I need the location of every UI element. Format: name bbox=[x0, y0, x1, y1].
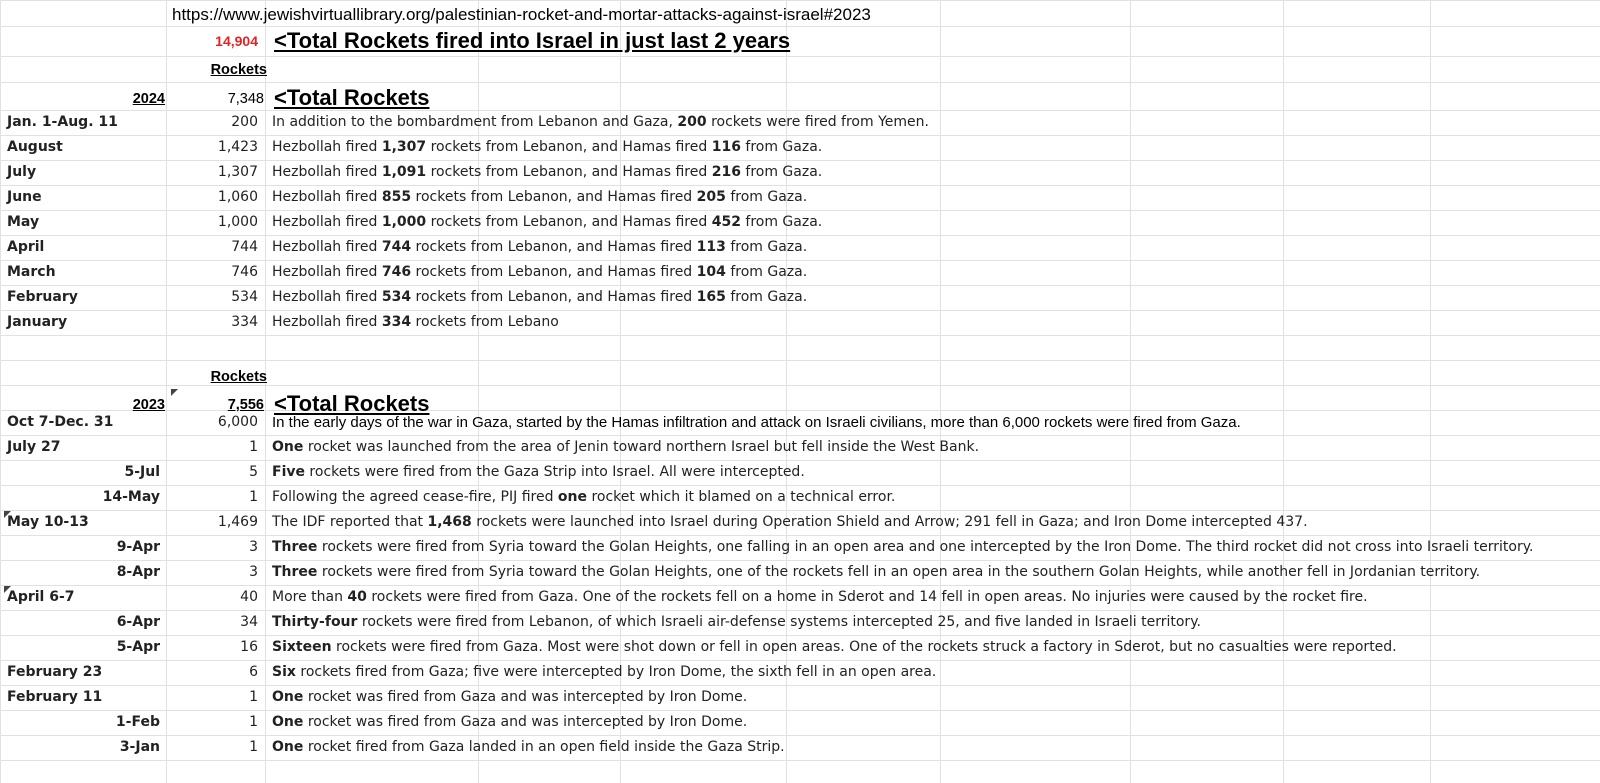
date-cell[interactable]: April bbox=[7, 239, 45, 255]
description-text: rockets fired from Gaza; five were intercepted by Iron Dome, the sixth fell in an open area. bbox=[295, 664, 937, 680]
description-bold-text: 113 bbox=[696, 239, 726, 255]
description-bold-text: Six bbox=[272, 664, 296, 680]
date-cell[interactable]: April 6-7 bbox=[7, 589, 75, 605]
description-cell[interactable] bbox=[272, 285, 807, 310]
date-cell[interactable]: 14-May bbox=[102, 489, 160, 505]
total-2023-label[interactable]: <Total Rockets bbox=[274, 391, 430, 416]
grand-total-label[interactable]: <Total Rockets fired into Israel in just last 2 years bbox=[274, 28, 791, 53]
description-bold-text: 534 bbox=[381, 289, 412, 305]
grid-row-line bbox=[0, 0, 1600, 1]
description-cell[interactable] bbox=[272, 660, 936, 685]
description-text: Hezbollah fired bbox=[272, 214, 382, 230]
description-text: Hezbollah fired bbox=[272, 314, 382, 330]
description-cell[interactable] bbox=[272, 260, 807, 285]
table-row[interactable] bbox=[0, 210, 1600, 235]
rockets-count-cell[interactable]: 744 bbox=[231, 239, 258, 255]
grid-row-line bbox=[0, 360, 1600, 361]
description-cell[interactable] bbox=[272, 210, 822, 235]
year-2023-cell[interactable]: 2023 bbox=[132, 397, 165, 413]
description-text: In addition to the bombardment from Lebanon and Gaza, bbox=[272, 114, 678, 130]
rockets-count-cell[interactable]: 534 bbox=[231, 289, 258, 305]
description-cell[interactable] bbox=[272, 585, 1368, 610]
description-cell[interactable] bbox=[272, 135, 822, 160]
description-text: Hezbollah fired bbox=[272, 139, 382, 155]
description-text: from Gaza. bbox=[725, 189, 808, 205]
description-cell[interactable] bbox=[272, 560, 1480, 585]
description-text: rocket was fired from Gaza and was intercepted by Iron Dome. bbox=[303, 714, 748, 730]
table-row[interactable] bbox=[0, 310, 1600, 335]
table-row[interactable] bbox=[0, 535, 1600, 560]
description-cell[interactable] bbox=[272, 185, 807, 210]
description-text: Following the agreed cease-fire, PIJ fired bbox=[272, 489, 558, 505]
date-cell[interactable]: 5-Jul bbox=[124, 464, 160, 480]
rockets-count-cell[interactable]: 200 bbox=[231, 114, 258, 130]
description-text: In the early days of the war in Gaza, started by the Hamas infiltration and attack on Israeli civilians, more than 6,000 rockets were fired from Gaza. bbox=[272, 414, 1241, 431]
date-cell[interactable]: Oct 7-Dec. 31 bbox=[7, 414, 114, 430]
rockets-count-cell[interactable]: 746 bbox=[231, 264, 258, 280]
total-2023-value[interactable]: 7,556 bbox=[227, 397, 264, 413]
rockets-count-cell[interactable]: 1 bbox=[249, 689, 258, 705]
description-cell[interactable] bbox=[272, 160, 822, 185]
description-text: rockets from Lebanon, and Hamas fired bbox=[411, 264, 697, 280]
date-cell[interactable]: 1-Feb bbox=[115, 714, 160, 730]
description-cell[interactable] bbox=[272, 485, 895, 510]
table-row[interactable] bbox=[0, 635, 1600, 660]
description-bold-text: 104 bbox=[696, 264, 726, 280]
date-cell[interactable]: June bbox=[7, 189, 42, 205]
table-row[interactable] bbox=[0, 585, 1600, 610]
description-bold-text: 205 bbox=[696, 189, 726, 205]
row-grand-total[interactable] bbox=[0, 27, 1600, 55]
row-2024-col-header[interactable] bbox=[0, 58, 1600, 83]
rockets-count-cell[interactable]: 1 bbox=[249, 714, 258, 730]
table-row[interactable] bbox=[0, 485, 1600, 510]
description-bold-text: Three bbox=[272, 564, 318, 580]
description-bold-text: 334 bbox=[381, 314, 412, 330]
description-text: rockets from Lebanon, and Hamas fired bbox=[426, 214, 712, 230]
description-text: from Gaza. bbox=[740, 214, 823, 230]
rockets-column-header-2024[interactable]: Rockets bbox=[210, 62, 267, 78]
rockets-count-cell[interactable]: 1,423 bbox=[217, 139, 258, 155]
description-text: Hezbollah fired bbox=[272, 264, 382, 280]
description-cell[interactable] bbox=[272, 610, 1201, 635]
table-row[interactable] bbox=[0, 135, 1600, 160]
description-bold-text: 855 bbox=[381, 189, 412, 205]
description-bold-text: One bbox=[272, 689, 304, 705]
rockets-count-cell[interactable]: 6 bbox=[249, 664, 258, 680]
description-cell[interactable] bbox=[272, 435, 979, 460]
rockets-count-cell[interactable]: 1,000 bbox=[217, 214, 258, 230]
row-2023-col-header[interactable] bbox=[0, 365, 1600, 390]
description-cell[interactable] bbox=[272, 710, 747, 735]
description-bold-text: 452 bbox=[711, 214, 741, 230]
description-bold-text: One bbox=[272, 714, 304, 730]
date-cell[interactable]: May 10-13 bbox=[7, 514, 89, 530]
date-cell[interactable]: August bbox=[7, 139, 63, 155]
rockets-count-cell[interactable]: 1,060 bbox=[217, 189, 258, 205]
grid-row-line bbox=[0, 760, 1600, 761]
source-url-cell[interactable]: https://www.jewishvirtuallibrary.org/palestinian-rocket-and-mortar-attacks-against-israel#2023 bbox=[172, 5, 871, 24]
row-2024-total[interactable] bbox=[0, 84, 1600, 112]
rockets-count-cell[interactable]: 1 bbox=[249, 439, 258, 455]
description-bold-text: 40 bbox=[347, 589, 367, 605]
date-cell[interactable]: March bbox=[7, 264, 56, 280]
rockets-count-cell[interactable]: 1 bbox=[249, 739, 258, 755]
year-2024-cell[interactable]: 2024 bbox=[132, 91, 165, 107]
description-bold-text: Three bbox=[272, 539, 318, 555]
description-text: rockets were fired from Syria toward the Golan Heights, one falling in an open area and one intercepted by the Iron Dome. The third rocket did not cross into Israeli territory. bbox=[317, 539, 1534, 555]
description-bold-text: 746 bbox=[381, 264, 412, 280]
description-bold-text: Thirty-four bbox=[272, 614, 358, 630]
description-text: from Gaza. bbox=[725, 289, 808, 305]
rockets-count-cell[interactable]: 5 bbox=[249, 464, 258, 480]
description-cell[interactable] bbox=[272, 410, 1241, 435]
table-row[interactable] bbox=[0, 235, 1600, 260]
description-text: rockets from Lebanon, and Hamas fired bbox=[426, 139, 712, 155]
description-bold-text: 116 bbox=[711, 139, 741, 155]
description-bold-text: 1,091 bbox=[381, 164, 427, 180]
description-text: rocket which it blamed on a technical error. bbox=[587, 489, 896, 505]
description-text: from Gaza. bbox=[740, 139, 823, 155]
table-row[interactable] bbox=[0, 410, 1600, 435]
rockets-count-cell[interactable]: 334 bbox=[231, 314, 258, 330]
description-text: rockets from Lebanon, and Hamas fired bbox=[411, 239, 697, 255]
date-cell[interactable]: February 23 bbox=[7, 664, 103, 680]
description-text: rockets from Lebanon, and Hamas fired bbox=[411, 189, 697, 205]
rockets-count-cell[interactable]: 34 bbox=[240, 614, 258, 630]
table-row[interactable] bbox=[0, 560, 1600, 585]
date-cell[interactable]: January bbox=[7, 314, 68, 330]
description-bold-text: 165 bbox=[696, 289, 726, 305]
rockets-count-cell[interactable]: 1,469 bbox=[217, 514, 258, 530]
description-cell[interactable] bbox=[272, 460, 805, 485]
description-cell[interactable] bbox=[272, 235, 807, 260]
description-text: rockets were fired from Gaza. One of the rockets fell on a home in Sderot and 14 fell in open areas. No injuries were caused by the rocket fire. bbox=[366, 589, 1368, 605]
description-bold-text: One bbox=[272, 739, 304, 755]
table-row[interactable] bbox=[0, 710, 1600, 735]
table-row[interactable] bbox=[0, 110, 1600, 135]
date-cell[interactable]: Jan. 1-Aug. 11 bbox=[7, 114, 118, 130]
rockets-count-cell[interactable]: 1 bbox=[249, 489, 258, 505]
table-row[interactable] bbox=[0, 160, 1600, 185]
rockets-count-cell[interactable]: 3 bbox=[249, 564, 258, 580]
description-bold-text: one bbox=[557, 489, 588, 505]
total-2024-value[interactable]: 7,348 bbox=[227, 91, 264, 107]
description-bold-text: 1,000 bbox=[381, 214, 427, 230]
description-text: More than bbox=[272, 589, 348, 605]
description-bold-text: One bbox=[272, 439, 304, 455]
description-cell[interactable] bbox=[272, 310, 559, 335]
table-row[interactable] bbox=[0, 610, 1600, 635]
description-text: rockets were fired from Lebanon, of which Israeli air-defense systems intercepted 25, and five landed in Israeli territory. bbox=[357, 614, 1201, 630]
total-2024-label[interactable]: <Total Rockets bbox=[274, 85, 430, 110]
description-text: The IDF reported that bbox=[272, 514, 428, 530]
table-row[interactable] bbox=[0, 285, 1600, 310]
rockets-count-cell[interactable]: 3 bbox=[249, 539, 258, 555]
grid-row-line bbox=[0, 335, 1600, 336]
table-row[interactable] bbox=[0, 510, 1600, 535]
description-text: from Gaza. bbox=[725, 264, 808, 280]
table-row[interactable] bbox=[0, 435, 1600, 460]
description-text: from Gaza. bbox=[740, 164, 823, 180]
description-text: rockets from Lebano bbox=[411, 314, 559, 330]
description-text: rockets from Lebanon, and Hamas fired bbox=[411, 289, 697, 305]
date-cell[interactable]: July bbox=[7, 164, 37, 180]
description-bold-text: Five bbox=[272, 464, 305, 480]
description-bold-text: 216 bbox=[711, 164, 741, 180]
row-url[interactable] bbox=[0, 2, 1600, 27]
date-cell[interactable]: February 11 bbox=[7, 689, 103, 705]
rockets-count-cell[interactable]: 1,307 bbox=[217, 164, 258, 180]
description-cell[interactable] bbox=[272, 735, 785, 760]
grand-total-value[interactable]: 14,904 bbox=[215, 33, 258, 49]
description-text: rockets were fired from the Gaza Strip into Israel. All were intercepted. bbox=[304, 464, 805, 480]
description-text: Hezbollah fired bbox=[272, 239, 382, 255]
description-bold-text: Sixteen bbox=[272, 639, 332, 655]
description-cell[interactable] bbox=[272, 510, 1308, 535]
description-text: rockets were fired from Syria toward the Golan Heights, one of the rockets fell in an open area in the southern Golan Heights, while another fell in Jordanian territory. bbox=[317, 564, 1481, 580]
description-text: rocket was fired from Gaza and was intercepted by Iron Dome. bbox=[303, 689, 748, 705]
description-text: rockets were fired from Yemen. bbox=[706, 114, 929, 130]
date-cell[interactable]: 8-Apr bbox=[116, 564, 160, 580]
description-text: Hezbollah fired bbox=[272, 189, 382, 205]
description-text: Hezbollah fired bbox=[272, 164, 382, 180]
description-text: rocket fired from Gaza landed in an open field inside the Gaza Strip. bbox=[303, 739, 785, 755]
rockets-count-cell[interactable]: 6,000 bbox=[217, 414, 258, 430]
rockets-count-cell[interactable]: 40 bbox=[240, 589, 258, 605]
table-row[interactable] bbox=[0, 685, 1600, 710]
table-row[interactable] bbox=[0, 185, 1600, 210]
description-cell[interactable] bbox=[272, 685, 747, 710]
description-text: from Gaza. bbox=[725, 239, 808, 255]
table-row[interactable] bbox=[0, 260, 1600, 285]
table-row[interactable] bbox=[0, 460, 1600, 485]
date-cell[interactable]: 3-Jan bbox=[119, 739, 160, 755]
description-text: rockets were fired from Gaza. Most were shot down or fell in open areas. One of the rockets struck a factory in Sderot, but no casualties were reported. bbox=[331, 639, 1397, 655]
description-bold-text: 1,468 bbox=[427, 514, 472, 530]
date-cell[interactable]: 5-Apr bbox=[116, 639, 160, 655]
date-cell[interactable]: 6-Apr bbox=[116, 614, 160, 630]
grid-row-line bbox=[0, 56, 1600, 57]
description-cell[interactable] bbox=[272, 110, 929, 135]
date-cell[interactable]: July 27 bbox=[7, 439, 61, 455]
description-text: rockets were launched into Israel during Operation Shield and Arrow; 291 fell in Gaza; and Iron Dome intercepted 437. bbox=[471, 514, 1308, 530]
date-cell[interactable]: May bbox=[7, 214, 40, 230]
rockets-count-cell[interactable]: 16 bbox=[240, 639, 258, 655]
table-row[interactable] bbox=[0, 735, 1600, 760]
description-bold-text: 200 bbox=[677, 114, 707, 130]
description-text: rocket was launched from the area of Jenin toward northern Israel but fell inside the West Bank. bbox=[303, 439, 980, 455]
date-cell[interactable]: 9-Apr bbox=[116, 539, 160, 555]
description-cell[interactable] bbox=[272, 635, 1397, 660]
description-cell[interactable] bbox=[272, 535, 1533, 560]
table-row[interactable] bbox=[0, 660, 1600, 685]
rockets-column-header-2023[interactable]: Rockets bbox=[210, 369, 267, 385]
description-bold-text: 744 bbox=[381, 239, 412, 255]
description-bold-text: 1,307 bbox=[381, 139, 427, 155]
description-text: rockets from Lebanon, and Hamas fired bbox=[426, 164, 712, 180]
date-cell[interactable]: February bbox=[7, 289, 78, 305]
description-text: Hezbollah fired bbox=[272, 289, 382, 305]
